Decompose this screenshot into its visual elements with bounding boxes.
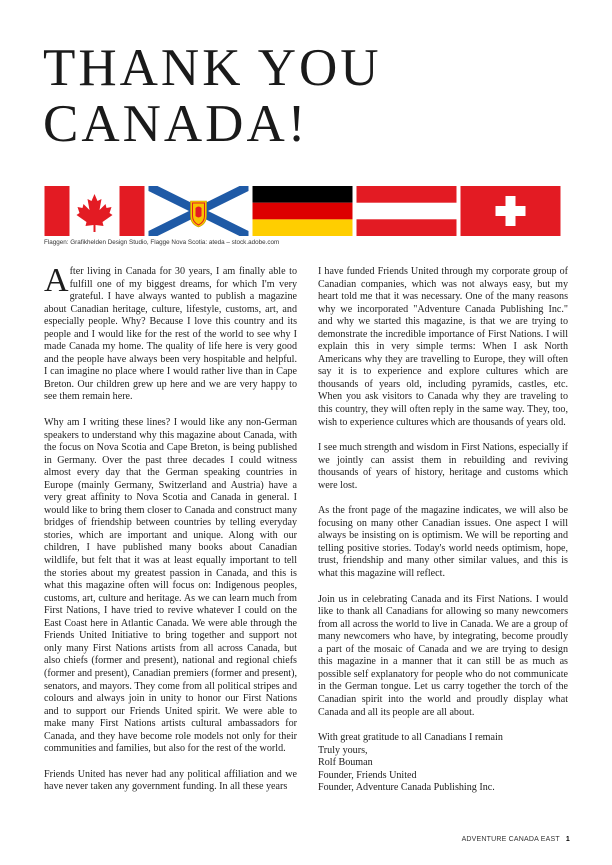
canada-flag-icon xyxy=(44,186,145,236)
title-line-1: THANK YOU xyxy=(43,39,382,97)
title-line-2: CANADA! xyxy=(43,95,309,153)
article-paragraph: Join us in celebrating Canada and its First Nations. I would like to thank all Canadians for allowing so many newcomers from all across the world to live in Canada. We are a group of many newcomers who have, by integrating, become proudly a part of the mosaic of Canada and we are trying to design this magazine in a manner that it can still be as much as possible self explanatory for people who do not communicate in the German tongue. Let us carry together the torch of the Canadian spirit into the world and proudly display what Canada and all its people are all about. xyxy=(318,593,568,718)
article-column-left xyxy=(44,262,297,807)
footer-publication: ADVENTURE CANADA EAST xyxy=(461,836,560,843)
article-paragraph: I have funded Friends United through my corporate group of Canadian companies, which was not always easy, but my heart told me that it was necessary. One of the many reasons why we incorporated "Adventure Canada Publishing Inc." and why we started this magazine, is that we are trying to demonstrate the incredible importance of First Nations. I will explain this in very simple terms: When I ask North Americans why they are travelling to Europe, they will often say it is to experience and explore cultures which are thousands of years old, including pyramids, castles, etc. When you ask visitors to Canada why they are traveling to this country, they will often reply in the same way. They, too, wish to experience cultures which are thousands of years old. xyxy=(318,266,568,428)
drop-cap: A xyxy=(44,262,69,299)
article-paragraph: As the front page of the magazine indicates, we will also be focusing on many other Canadian issues. One aspect I will always be insisting on is optimism. We will be reporting and telling positive stories. Today's world needs optimism, hope, trust, friendship and many other similar values, and this is what this magazine will reflect. xyxy=(318,505,568,580)
article-paragraph: Friends United has never had any political affiliation and we have never taken any government funding. In all these years xyxy=(44,768,297,793)
switzerland-flag-icon xyxy=(460,186,561,236)
page-number: 1 xyxy=(565,836,570,843)
signature-line: Truly yours, xyxy=(318,744,368,756)
page-title xyxy=(43,40,583,152)
flag-row xyxy=(44,186,561,236)
signature-block xyxy=(318,732,568,795)
article-paragraph: I see much strength and wisdom in First Nations, especially if we jointly can assist them in rebuilding and reviving thousands of years of history, heritage and customs which were lost. xyxy=(318,442,568,491)
signature-line: Founder, Friends United xyxy=(318,769,417,781)
article-paragraph xyxy=(44,262,297,404)
article-paragraph: Why am I writing these lines? I would like any non-German speakers to understand why this magazine about Canada, with the focus on Nova Scotia and Cape Breton, is being published in Germany. Over the past three decades I could witness almost every day that the German speaking countries in Europe (mainly Germany, Switzerland and Austria) have a very great affinity to Nova Scotia and Canada in general. I would like to bring them closer to Canada and construct many bridges of friendship between countries by telling everyday stories, which are important and unique. Along with our children, I have published many books about Canadian wildlife, but felt that it was at least equally important to tell the stories about my greatest passion in Canada, and this is what this magazine often will focus on: Indigenous peoples, customs, art, culture and heritage. As we can learn much from First Nations, I have tried to revive whatever I could on the East Coast here in Atlantic Canada. We were able through the Friends United Initiative to bring together and support not only many First Nations artists from all across Canada, but also chiefs (former and present), national and regional chiefs (former and present), Canadian premiers (former and present), senators, and mayors. They come from all political stripes and colours and always join in unity to honor our First Nations and to support our Friends United spirit. We were able to make many First Nations artists cultural ambassadors for Canada, and they have become role models not only for their communities and families, but also for the rest of the world. xyxy=(44,417,297,755)
article-paragraph-text: fter living in Canada for 30 years, I am finally able to fulfill one of my biggest dreams, for which I'm very grateful. I have always wanted to publish a magazine about Canadian heritage, culture, lifestyle, customs, art, and especially people. Why? Because I love this country and its people and I would like for the rest of the world to see why I made Canada my home. The quality of life here is very good and the people have always been very hospitable and helpful. I can imagine no place where I would rather live than in Cape Breton. Our children grew up here and we are very happy to see them remain here. xyxy=(44,266,297,403)
signature-line: Rolf Bouman xyxy=(318,757,373,769)
article-column-right xyxy=(318,266,568,795)
flag-caption: Flaggen: Grafikhelden Design Studio, Flagge Nova Scotia: ateda – stock.adobe.com xyxy=(44,239,280,246)
nova-scotia-flag-icon xyxy=(148,186,249,236)
signature-line: Founder, Adventure Canada Publishing Inc. xyxy=(318,782,495,794)
signature-line: With great gratitude to all Canadians I remain xyxy=(318,732,503,744)
germany-flag-icon xyxy=(252,186,353,236)
austria-flag-icon xyxy=(356,186,457,236)
page-footer xyxy=(462,836,570,843)
